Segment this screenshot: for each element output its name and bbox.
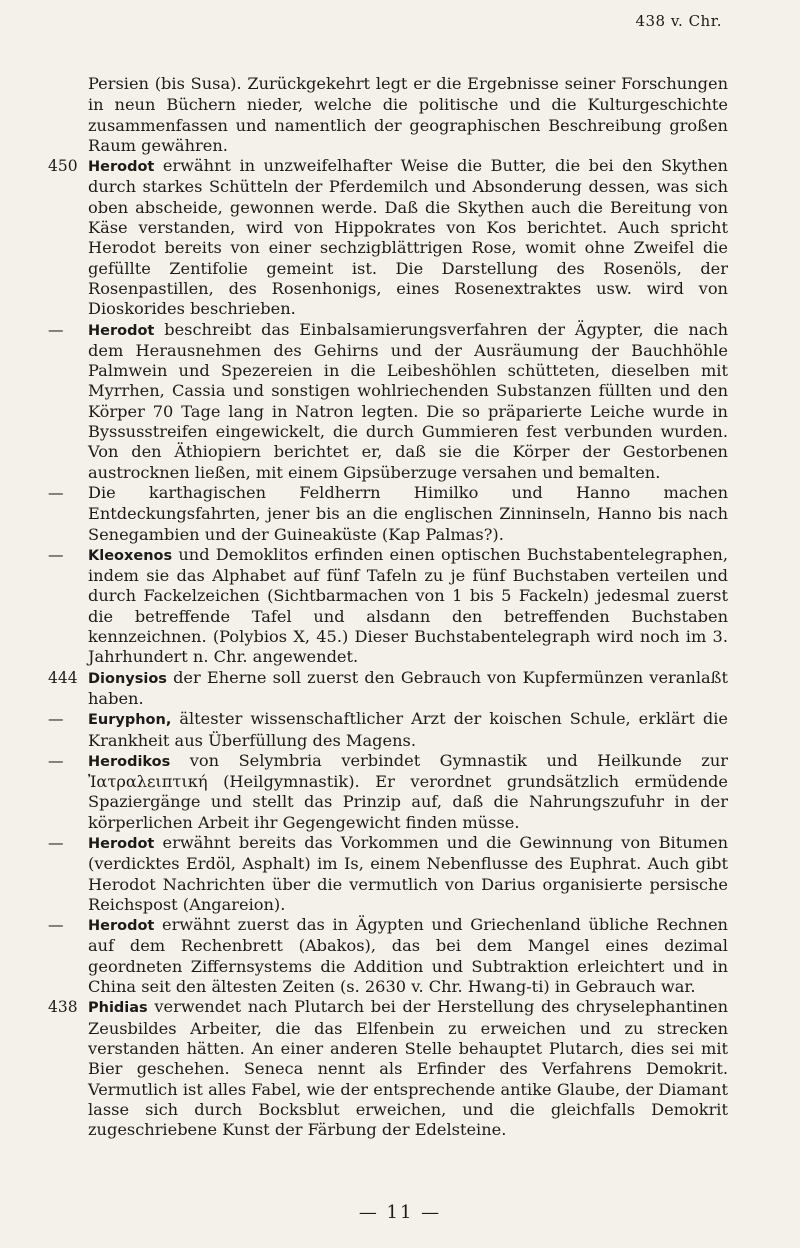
entry-marker: —	[48, 483, 64, 502]
page-header: 438 v. Chr.	[635, 12, 722, 30]
entry-name: Euryphon,	[88, 712, 172, 729]
entry-text: ältester wissenschaftlicher Arzt der koischen Schule, erklärt die Krankheit aus Überfüllung des Magens.	[88, 709, 728, 750]
entry-euryphon	[48, 709, 728, 751]
entry-text: erwähnt bereits das Vorkommen und die Gewinnung von Bitumen (verdicktes Erdöl, Asphalt) im Is, einem Nebenflusse des Euphrat. Auch gibt Herodot Nachrichten über die vermutlich von Darius organisierte persische Reichspost (Angareion).	[88, 832, 728, 914]
entry-herodot-bitumen	[48, 832, 728, 915]
entry-persien	[88, 74, 728, 156]
entry-text: erwähnt zuerst das in Ägypten und Griechenland übliche Rechnen auf dem Rechenbrett (Abakos), das bei dem Mangel eines dezimal geordneten Ziffernsystems die Addition und Subtraktion erleichtert und in China seit den ältesten Zeiten (s. 2630 v. Chr. Hwang-ti) in Gebrauch war.	[88, 915, 728, 997]
entry-text: erwähnt in unzweifelhafter Weise die Butter, die bei den Skythen durch starkes Schütteln der Pferdemilch und Absonderung dessen, was sich oben abscheide, gewonnen werde. Daß die Skythen auch die Bereitung von Käse verstanden, wird von Hippokrates von Kos berichtet. Auch spricht Herodot bereits von einer sechzigblättrigen Rose, womit ohne Zweifel die gefüllte Zentifolie gemeint ist. Die Darstellung des Rosenöls, der Rosenpastillen, des Rosenhonigs, eines Rosenextraktes usw. wird von Dioskorides beschrieben.	[88, 156, 728, 319]
entry-marker: —	[48, 833, 64, 852]
entry-herodot-einbalsamierung	[48, 319, 728, 483]
entry-name: Kleoxenos	[88, 547, 173, 564]
entry-text: Die karthagischen Feldherrn Himilko und Hanno machen Entdeckungsfahrten, jener bis an die englischen Zinninseln, Hanno bis nach Senegambien und der Guineaküste (Kap Palmas?).	[88, 482, 728, 544]
entry-herodikos	[48, 750, 728, 833]
entry-marker: —	[48, 710, 64, 729]
entry-name: Herodot	[88, 835, 155, 852]
entry-text: der Eherne soll zuerst den Gebrauch von Kupfermünzen veranlaßt haben.	[88, 667, 728, 708]
entry-name: Herodikos	[88, 753, 171, 770]
entry-text: verwendet nach Plutarch bei der Herstellung des chryselephantinen Zeusbildes Arbeiter, die das Elfenbein zu erweichen und zu strecken verstanden hätten. An einer anderen Stelle behauptet Plutarch, dies sei mit Bier geschehen. Seneca nennt als Erfinder des Verfahrens Demokrit. Vermutlich ist alles Fabel, wie der entsprechende antike Glaube, der Diamant lasse sich durch Bocksblut erweichen, und die gleichfalls Demokrit zugeschriebene Kunst der Färbung der Edelsteine.	[88, 997, 728, 1140]
entry-text: von Selymbria verbindet Gymnastik und Heilkunde zur Ἰατραλειπτική (Heilgymnastik). Er verordnet grundsätzlich ermüdende Spaziergänge und stellt das Prinzip auf, daß die Nahrungszufuhr in der körperlichen Arbeit ihr Gegengewicht finden müsse.	[88, 750, 728, 832]
entry-name: Phidias	[88, 1000, 148, 1017]
entry-marker: —	[48, 320, 64, 339]
entry-text: beschreibt das Einbalsamierungsverfahren der Ägypter, die nach dem Herausnehmen des Gehirns und der Ausräumung der Bauchhöhle Palmwein und Spezereien in die Leibeshöhlen schütteten, dieselben mit Myrrhen, Cassia und sonstigen wohlriechenden Substanzen füllten und den Körper 70 Tage lang in Natron legten. Die so präparierte Leiche wurde in Byssusstreifen eingewickelt, die durch Gummieren fest verbunden wurden. Von den Äthiopiern berichtet er, daß sie die Körper der Gestorbenen austrocknen ließen, mit einem Gipsüberzuge versahen und bemalten.	[88, 319, 728, 482]
entry-name: Herodot	[88, 322, 155, 339]
entry-name: Herodot	[88, 159, 155, 176]
entry-marker: 450	[48, 157, 78, 176]
entry-list	[0, 74, 800, 1140]
entry-name: Dionysios	[88, 670, 167, 687]
entry-himilko-hanno	[48, 482, 728, 545]
entry-phidias	[48, 997, 728, 1140]
page-number: — 11 —	[358, 1202, 442, 1223]
entry-name: Herodot	[88, 918, 155, 935]
entry-marker: —	[48, 545, 64, 564]
entry-herodot-butter	[48, 156, 728, 319]
entry-dionysios	[48, 667, 728, 710]
entry-text: und Demoklitos erfinden einen optischen Buchstabentelegraphen, indem sie das Alphabet auf fünf Tafeln zu je fünf Buchstaben verteilen und durch Fackelzeichen (Sichtbarmachen von 1 bis 5 Fackeln) jedesmal zuerst die betreffende Tafel und alsdann den betreffenden Buchstaben kennzeichnen. (Polybios X, 45.) Dieser Buchstabentelegraph wird noch im 3. Jahrhundert n. Chr. angewendet.	[88, 544, 728, 667]
entry-marker: 438	[48, 998, 78, 1017]
entry-herodot-abakos	[48, 915, 728, 997]
entry-marker: 444	[48, 668, 78, 687]
entry-marker: —	[48, 751, 64, 770]
entry-text: Persien (bis Susa). Zurückgekehrt legt er die Ergebnisse seiner Forschungen in neun Büchern nieder, welche die politische und die Kulturgeschichte zusammenfassen und namentlich der geographischen Beschreibung großen Raum gewähren.	[88, 74, 728, 155]
entry-kleoxenos	[48, 544, 728, 668]
entry-marker: —	[48, 916, 64, 935]
